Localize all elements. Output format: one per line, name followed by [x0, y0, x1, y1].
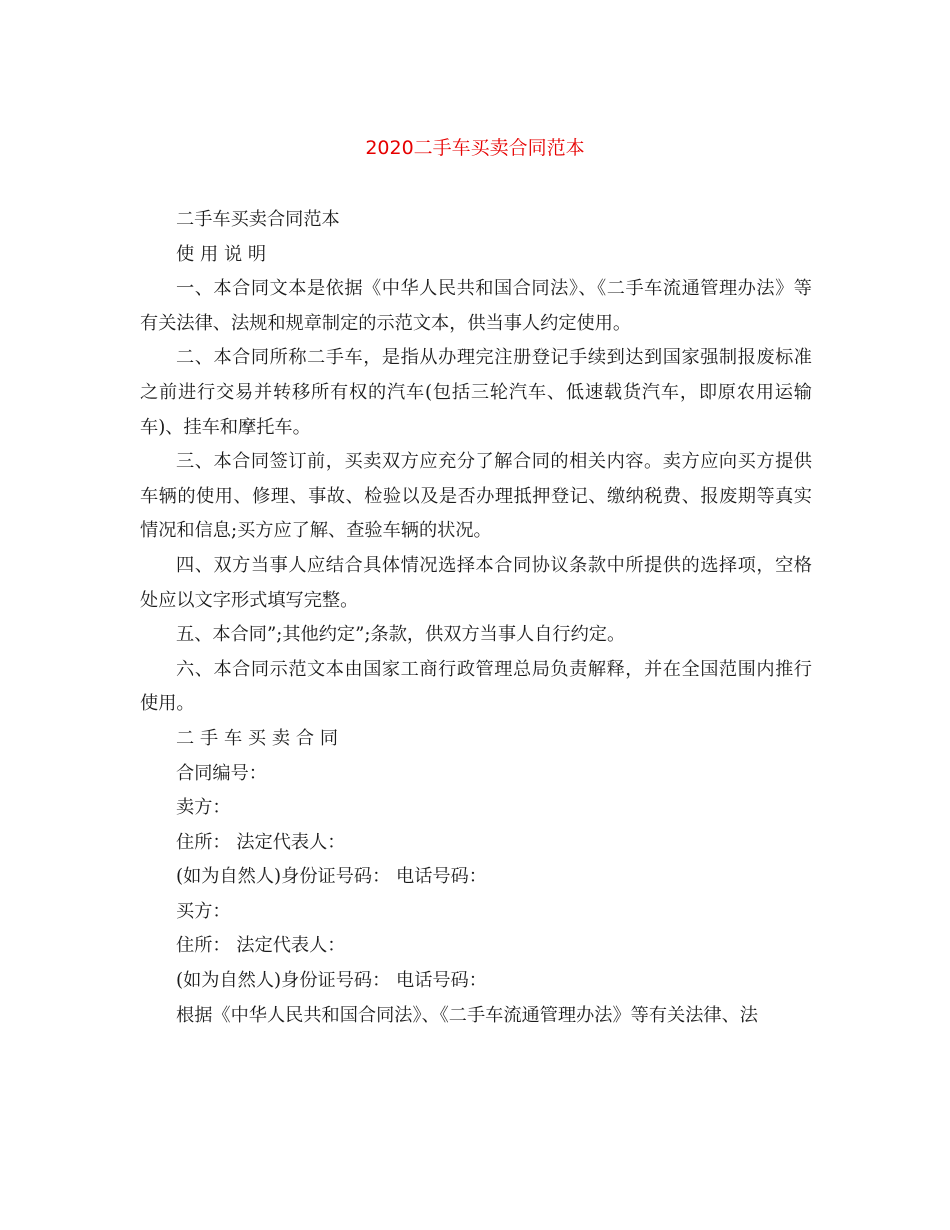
paragraph-3: 三、本合同签订前，买卖双方应充分了解合同的相关内容。卖方应向买方提供车辆的使用、修理、事故、检验以及是否办理抵押登记、缴纳税费、报废期等真实情况和信息;买方应了解、查验车辆的状况。 — [140, 451, 812, 542]
seller-id-line: (如为自然人)身份证号码： 电话号码： — [176, 866, 487, 888]
paragraph-5: 五、本合同”;其他约定”;条款，供双方当事人自行约定。 — [176, 624, 626, 646]
seller-address-line: 住所： 法定代表人： — [176, 831, 346, 853]
buyer-id-line: (如为自然人)身份证号码： 电话号码： — [176, 970, 487, 992]
basis-line: 根据《中华人民共和国合同法》、《二手车流通管理办法》等有关法律、法 — [176, 1004, 758, 1026]
buyer-address-line: 住所： 法定代表人： — [176, 935, 346, 957]
paragraph-1: 一、本合同文本是依据《中华人民共和国合同法》、《二手车流通管理办法》等有关法律、法规和规章制定的示范文本，供当事人约定使用。 — [140, 278, 812, 334]
seller-line: 卖方： — [176, 797, 231, 819]
buyer-line: 买方： — [176, 900, 231, 922]
paragraph-2: 二、本合同所称二手车，是指从办理完注册登记手续到达到国家强制报废标准之前进行交易并转移所有权的汽车(包括三轮汽车、低速载货汽车，即原农用运输车)、挂车和摩托车。 — [140, 347, 812, 438]
contract-number-line: 合同编号： — [176, 762, 267, 784]
document-title: 2020二手车买卖合同范本 — [365, 137, 585, 159]
paragraph-heading: 二手车买卖合同范本 — [176, 209, 340, 230]
contract-heading: 二 手 车 买 卖 合 同 — [176, 727, 339, 749]
paragraph-usage-heading: 使 用 说 明 — [176, 243, 267, 265]
paragraph-4: 四、双方当事人应结合具体情况选择本合同协议条款中所提供的选择项，空格处应以文字形式填写完整。 — [140, 554, 812, 611]
paragraph-6: 六、本合同示范文本由国家工商行政管理总局负责解释，并在全国范围内推行使用。 — [140, 658, 812, 715]
document-body — [140, 203, 812, 1033]
